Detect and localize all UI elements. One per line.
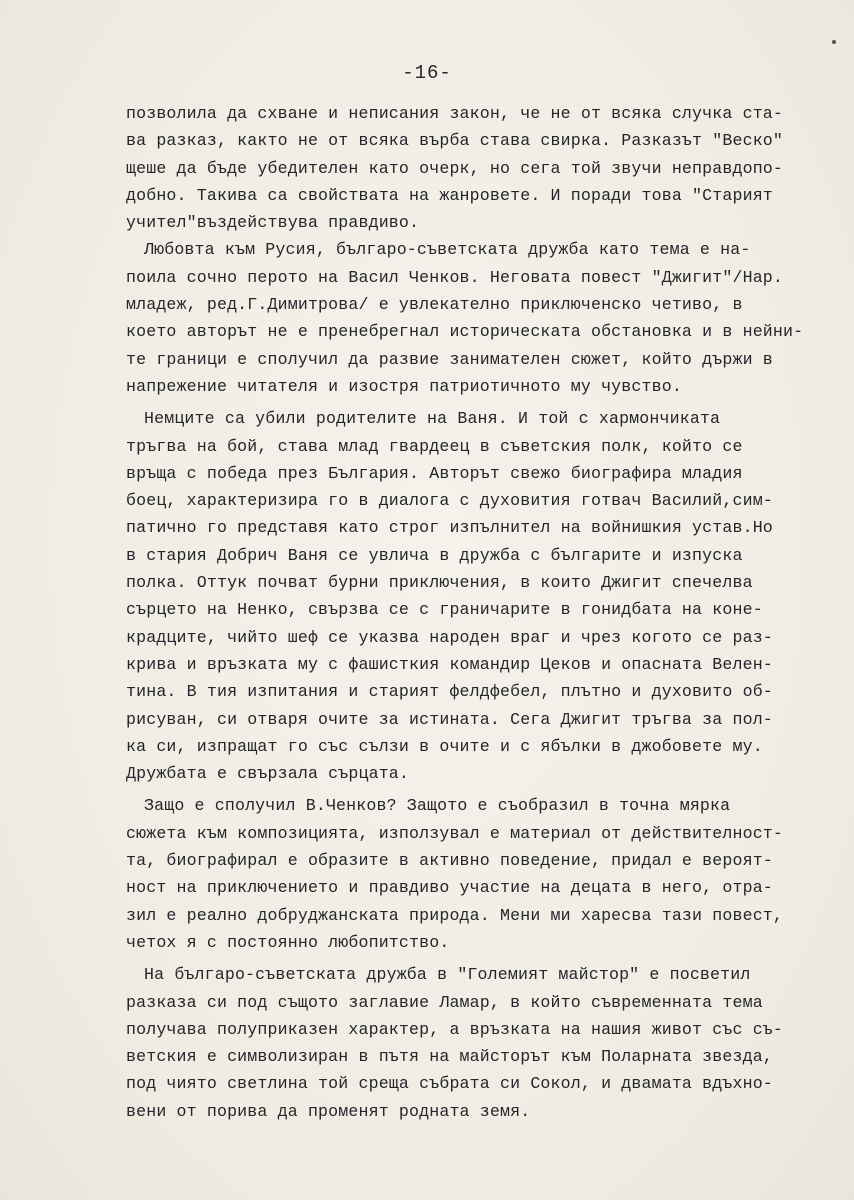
- text-line: младеж, ред.Г.Димитрова/ е увлекателно приключенско четиво, в: [126, 295, 743, 315]
- text-line: поила сочно перото на Васил Ченков. Неговата повест "Джигит"/Нар.: [126, 267, 784, 287]
- text-line: Защо е сполучил В.Ченков? Защото е съобразил в точна мярка: [144, 796, 731, 816]
- text-line: сюжета към композицията, използувал е материал от действителност-: [126, 823, 784, 843]
- text-line: позволила да схване и неписания закон, че не от всяка случка ста-: [126, 104, 784, 123]
- text-line: учител"въздействува правдиво.: [126, 213, 420, 233]
- text-line: връща с победа през България. Авторът свежо биографира младия: [126, 463, 743, 483]
- text-line: под чиято светлина той среща събрата си Сокол, и двамата вдъхно-: [126, 1074, 773, 1094]
- text-line: ка си, изпращат го със сълзи в очите и с ябълки в джобовете му.: [126, 736, 763, 756]
- ink-speck: [832, 40, 836, 44]
- text-line: те граници е сполучил да развие занимателен сюжет, който държи в: [126, 349, 773, 369]
- text-line: добно. Такива са свойствата на жанровете. И поради това "Старият: [126, 185, 773, 205]
- text-line: та, биографирал е образите в активно поведение, придал е вероят-: [126, 851, 773, 871]
- text-line: боец, характеризира го в диалога с духовития готвач Василий,сим-: [126, 491, 773, 511]
- body-text: [126, 100, 806, 1125]
- text-line: крива и връзката му с фашисткия командир Цеков и опасната Велен-: [126, 654, 773, 674]
- text-line: крадците, чийто шеф се указва народен враг и чрез когото се раз-: [126, 627, 773, 647]
- text-line: патично го представя като строг изпълнител на войнишкия устав.Но: [126, 518, 773, 538]
- text-line: сърцето на Ненко, свързва се с граничарите в гонидбата на коне-: [126, 600, 763, 620]
- text-line: получава полуприказен характер, а връзката на нашия живот със съ-: [126, 1019, 784, 1039]
- text-line: полка. Оттук почват бурни приключения, в които Джигит спечелва: [126, 573, 753, 593]
- text-line: тръгва на бой, става млад гвардеец в съветския полк, който се: [126, 436, 743, 456]
- text-line: Немците са убили родителите на Ваня. И той с хармончиката: [144, 409, 721, 429]
- text-line: което авторът не е пренебрегнал историческата обстановка и в нейни-: [126, 322, 804, 342]
- text-line: напрежение читателя и изостря патриотичното му чувство.: [126, 376, 682, 396]
- text-line: рисуван, си отваря очите за истината. Сега Джигит тръгва за пол-: [126, 709, 773, 729]
- text-line: в стария Добрич Ваня се увлича в дружба с българите и изпуска: [126, 545, 743, 565]
- text-line: тина. В тия изпитания и старият фелдфебел, плътно и духовито об-: [126, 682, 773, 702]
- text-line: Дружбата е свързала сърцата.: [126, 764, 410, 784]
- text-line: четох я с постоянно любопитство.: [126, 932, 450, 952]
- text-line: Любовта към Русия, българо-съветската дружба като тема е на-: [144, 240, 751, 260]
- text-line: щеше да бъде убедителен като очерк, но сега той звучи неправдопо-: [126, 158, 784, 178]
- text-line: На българо-съветската дружба в "Големият майстор" е посветил: [144, 965, 751, 985]
- page-number: -16-: [402, 62, 452, 84]
- text-line: разказа си под същото заглавие Ламар, в който съвременната тема: [126, 992, 763, 1012]
- text-line: ва разказ, както не от всяка върба става свирка. Разказът "Веско": [126, 131, 784, 151]
- text-line: зил е реално добруджанската природа. Мени ми харесва тази повест,: [126, 905, 784, 925]
- text-line: вени от порива да променят родната земя.: [126, 1101, 531, 1121]
- text-line: ност на приключението и правдиво участие на децата в него, отра-: [126, 878, 773, 898]
- text-line: ветския е символизиран в пътя на майсторът към Поларната звезда,: [126, 1047, 773, 1067]
